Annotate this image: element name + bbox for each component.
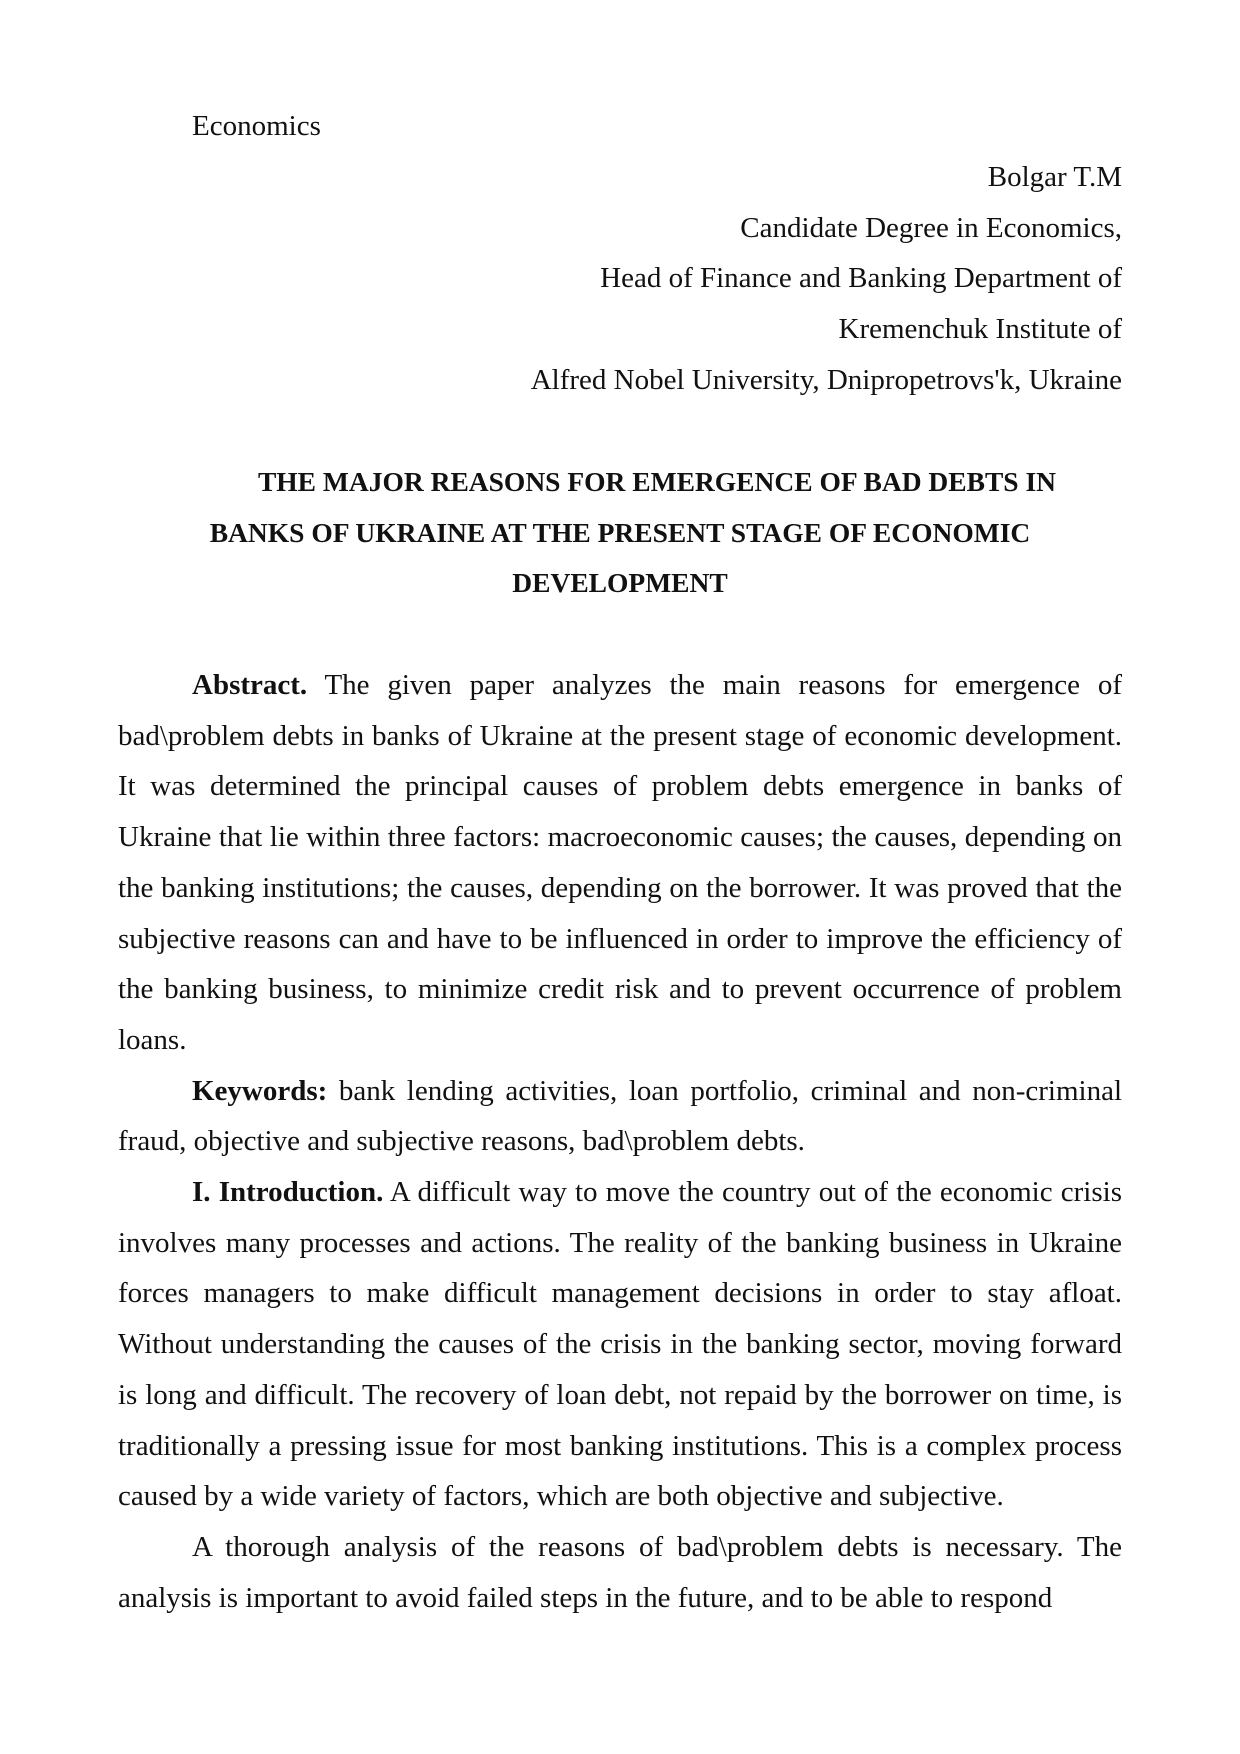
section-label: Economics	[192, 110, 321, 142]
author-affiliation-line: Head of Finance and Banking Department of	[600, 262, 1122, 295]
body-paragraph: A thorough analysis of the reasons of bad\problem debts is necessary. The analysis is important to avoid failed steps in the future, and to be able to respond	[118, 1530, 1122, 1614]
body-text	[118, 660, 1122, 1623]
introduction-label: I. Introduction.	[192, 1176, 384, 1209]
author-affiliation-line: Alfred Nobel University, Dnipropetrovs'k, Ukraine	[530, 363, 1122, 396]
abstract-paragraph	[118, 660, 1122, 1066]
introduction-text: A difficult way to move the country out of the economic crisis involves many processes and actions. The reality of the banking business in Ukraine forces managers to make difficult management decisions in order to stay afloat. Without understanding the causes of the crisis in the banking sector, moving forward is long and difficult. The recovery of loan debt, not repaid by the borrower on time, is traditionally a pressing issue for most banking institutions. This is a complex process caused by a wide variety of factors, which are both objective and subjective.	[118, 1176, 1122, 1513]
abstract-label: Abstract.	[192, 669, 308, 701]
author-affiliation-line: Candidate Degree in Economics,	[740, 211, 1122, 244]
author-block	[118, 152, 1122, 406]
paper-title	[118, 457, 1122, 609]
title-line: THE MAJOR REASONS FOR EMERGENCE OF BAD DEBTS IN	[257, 466, 1057, 497]
title-line: BANKS OF UKRAINE AT THE PRESENT STAGE OF ECONOMIC	[209, 516, 1031, 548]
keywords-text: bank lending activities, loan portfolio, criminal and non-criminal fraud, objective and subjective reasons, bad\problem debts.	[118, 1074, 1122, 1158]
abstract-text: The given paper analyzes the main reasons for emergence of bad\problem debts in banks of Ukraine at the present stage of economic development. It was determined the principal causes of problem debts emergence in banks of Ukraine that lie within three factors: macroeconomic causes; the causes, depending on the banking institutions; the causes, depending on the borrower. It was proved that the subjective reasons can and have to be influenced in order to improve the efficiency of the banking business, to minimize credit risk and to prevent occurrence of problem loans.	[118, 669, 1122, 1056]
author-name: Bolgar T.M	[987, 161, 1122, 193]
keywords-label: Keywords:	[192, 1074, 328, 1107]
title-line: DEVELOPMENT	[512, 567, 728, 599]
keywords-paragraph	[118, 1066, 1122, 1167]
author-affiliation-line: Kremenchuk Institute of	[838, 313, 1122, 346]
introduction-paragraph	[118, 1167, 1122, 1522]
